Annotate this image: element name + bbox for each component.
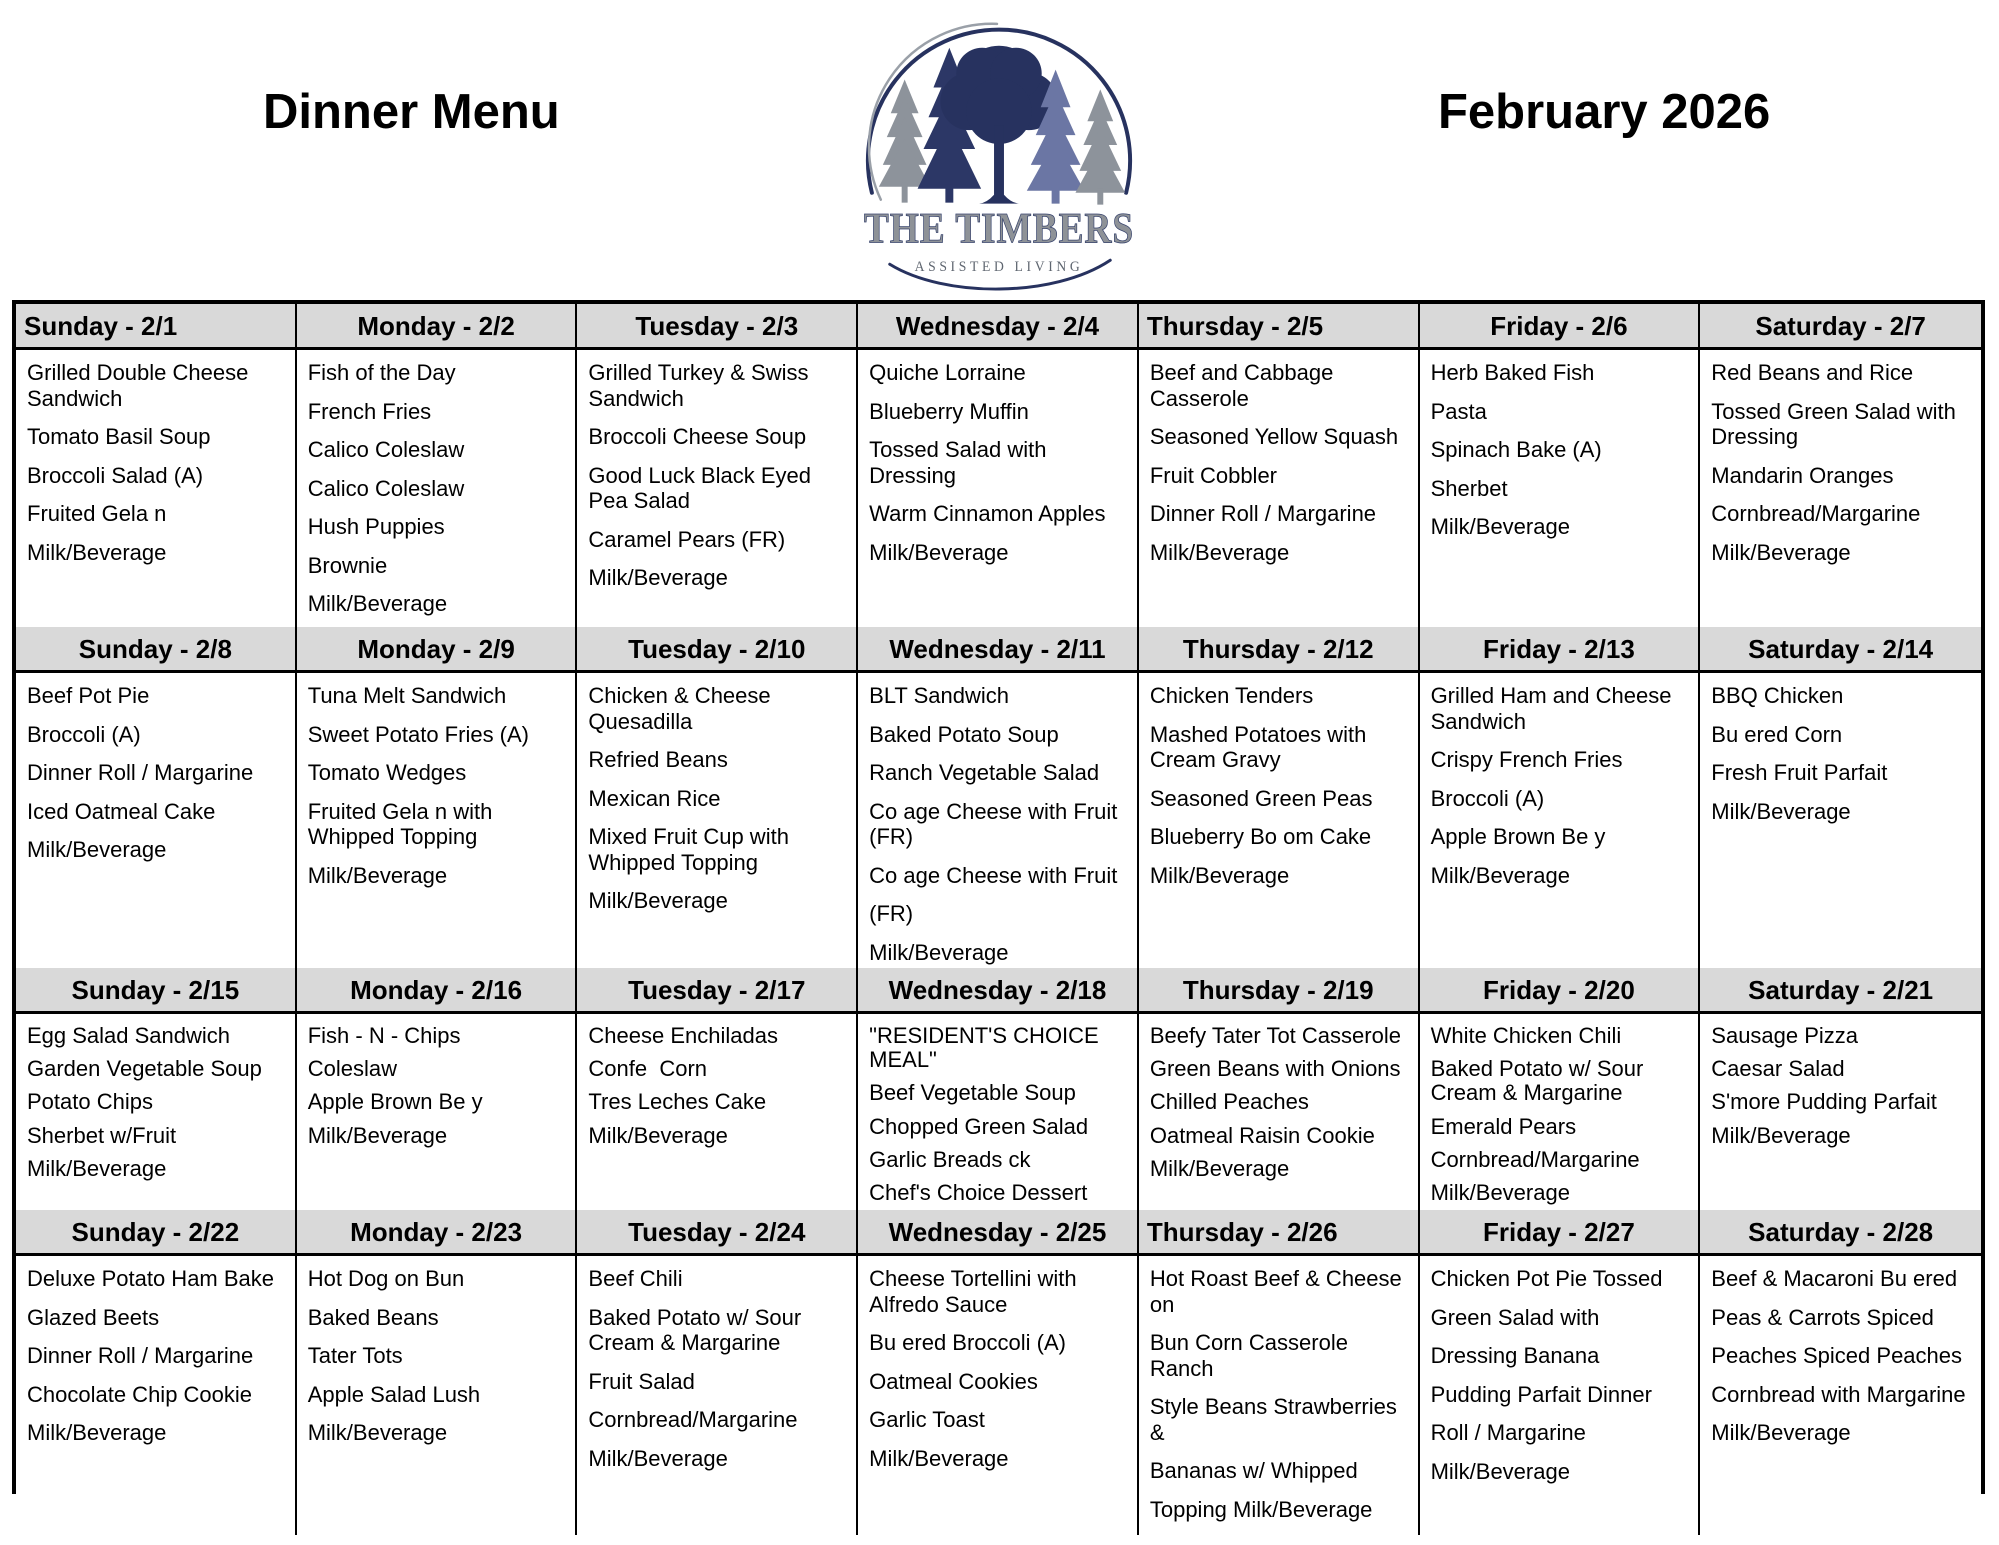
day-header: Tuesday - 2/10 [577,627,858,670]
day-cell [1700,1014,1981,1214]
menu-item: Crispy French Fries [1430,747,1623,773]
menu-item: Garden Vegetable Soup [27,1056,262,1082]
menu-item: Beef Chili [588,1266,683,1291]
menu-item: Calico Coleslaw [307,475,465,501]
menu-item: (FR) [869,901,914,927]
menu-item: Milk/Beverage [307,1122,448,1148]
menu-item: Grilled Ham and Cheese Sandwich [1430,683,1678,734]
menu-item: Peaches Spiced Peaches [1711,1343,1963,1369]
menu-item: Tossed Salad with Dressing [869,437,1053,488]
day-header: Tuesday - 2/17 [577,968,858,1011]
menu-item: Refried Beans [588,747,728,773]
menu-item: Bu ered Broccoli (A) [869,1330,1066,1356]
menu-item: Garlic Breads ck [869,1146,1031,1172]
logo-wordmark: THE TIMBERS [863,204,1135,253]
menu-item: Milk/Beverage [1711,539,1851,565]
menu-item: Caesar Salad [1711,1056,1845,1082]
menu-item: Tuna Melt Sandwich [307,683,507,708]
menu-item: Roll / Margarine [1430,1420,1586,1446]
menu-item: Dinner Roll / Margarine [27,1343,254,1369]
menu-item: Milk/Beverage [1711,1122,1851,1148]
menu-item: Potato Chips [27,1089,153,1115]
day-cell [577,350,858,630]
menu-item: Fish - N - Chips [307,1023,461,1048]
menu-item: Garlic Toast [869,1407,985,1433]
menu-item: Milk/Beverage [588,1122,728,1148]
menu-item: Beefy Tater Tot Casserole [1149,1023,1401,1048]
day-header: Wednesday - 2/25 [858,1210,1139,1253]
menu-item: Herb Baked Fish [1430,360,1595,385]
menu-item: Chopped Green Salad [869,1113,1089,1139]
day-header: Wednesday - 2/18 [858,968,1139,1011]
menu-item: Coleslaw [307,1056,397,1082]
day-cell [577,1256,858,1535]
menu-item: Cornbread/Margarine [1711,501,1921,527]
menu-item: Deluxe Potato Ham Bake [27,1266,275,1291]
menu-item: Milk/Beverage [1430,1458,1570,1484]
menu-item: Milk/Beverage [1430,1179,1570,1205]
day-header: Monday - 2/16 [297,968,578,1011]
menu-item: Tres Leches Cake [588,1089,767,1115]
day-header: Thursday - 2/5 [1139,304,1420,347]
menu-item: BLT Sandwich [869,683,1009,708]
menu-item: Beef Pot Pie [27,683,150,708]
menu-item: Baked Potato Soup [869,721,1059,747]
menu-item: Bananas w/ Whipped [1149,1458,1358,1484]
menu-item: Fruit Salad [588,1368,695,1394]
menu-item: Baked Potato w/ Sour Cream & Margarine [1430,1056,1650,1106]
menu-item: Fresh Fruit Parfait [1711,760,1888,786]
menu-item: Milk/Beverage [588,888,728,914]
menu-item: Baked Potato w/ Sour Cream & Margarine [588,1304,808,1356]
menu-item: Tossed Green Salad with Dressing [1711,398,1962,450]
menu-item: Broccoli Salad (A) [27,462,204,488]
menu-item: Confe Corn [588,1056,708,1082]
day-cell [858,1014,1139,1214]
menu-item: Chicken Pot Pie Tossed [1430,1266,1663,1291]
month-title: February 2026 [1438,85,1771,139]
menu-item: Chicken Tenders [1149,683,1314,708]
logo-tagline: ASSISTED LIVING [914,259,1084,276]
day-cell [297,1256,578,1535]
day-header: Wednesday - 2/4 [858,304,1139,347]
menu-item: Chicken & Cheese Quesadilla [588,683,777,734]
day-cell [858,673,1139,978]
menu-item: Fruited Gela n with Whipped Topping [307,798,499,850]
day-cell [577,673,858,978]
timbers-logo [848,8,1150,296]
day-cell [16,350,297,630]
menu-item: Milk/Beverage [27,1420,167,1446]
menu-item: Cornbread with Margarine [1711,1381,1966,1407]
menu-item: Fish of the Day [307,360,456,385]
day-cell [858,1256,1139,1535]
menu-item: Tater Tots [307,1343,403,1369]
menu-item: Good Luck Black Eyed Pea Salad [588,462,818,514]
menu-item: Milk/Beverage [307,862,448,888]
menu-item: Cornbread/Margarine [1430,1146,1640,1172]
menu-item: Oatmeal Cookies [869,1368,1038,1394]
day-cell [297,1014,578,1214]
menu-item: Egg Salad Sandwich [27,1023,231,1048]
menu-item: Grilled Double Cheese Sandwich [27,360,255,411]
menu-item: Tomato Wedges [307,760,467,786]
day-header: Sunday - 2/8 [16,627,297,670]
menu-item: Milk/Beverage [27,1155,167,1181]
menu-item: Apple Brown Be y [307,1089,483,1115]
day-header: Saturday - 2/21 [1700,968,1981,1011]
day-cell [1139,1014,1420,1214]
day-header: Saturday - 2/7 [1700,304,1981,347]
menu-item: Spinach Bake (A) [1430,437,1602,463]
menu-item: Peas & Carrots Spiced [1711,1304,1934,1330]
menu-item: Green Beans with Onions [1149,1056,1401,1082]
menu-item: Milk/Beverage [869,539,1009,565]
day-cell [577,1014,858,1214]
day-header: Monday - 2/23 [297,1210,578,1253]
menu-item: Blueberry Muffin [869,398,1029,424]
menu-item: Emerald Pears [1430,1113,1577,1139]
menu-item: Style Beans Strawberries & [1149,1394,1403,1445]
menu-item: Ranch Vegetable Salad [869,760,1100,786]
menu-item: French Fries [307,398,432,424]
menu-item: Beef Vegetable Soup [869,1080,1076,1106]
day-header: Saturday - 2/28 [1700,1210,1981,1253]
menu-item: Broccoli Cheese Soup [588,424,807,450]
day-cell [16,1014,297,1214]
menu-item: Green Salad with [1430,1304,1600,1330]
day-cell [1420,350,1701,630]
day-cell [1420,1014,1701,1214]
menu-item: Pudding Parfait Dinner [1430,1381,1652,1407]
menu-item: Cheese Tortellini with Alfredo Sauce [869,1266,1082,1317]
menu-item: Fruited Gela n [27,501,167,527]
day-cell [858,350,1139,630]
menu-item: Grilled Turkey & Swiss Sandwich [588,360,815,411]
menu-item: Beef and Cabbage Casserole [1149,360,1340,411]
day-header: Sunday - 2/1 [16,304,297,347]
menu-item: Oatmeal Raisin Cookie [1149,1122,1375,1148]
day-cell [297,350,578,630]
menu-item: Beef & Macaroni Bu ered [1711,1266,1958,1291]
day-cell [16,673,297,978]
menu-item: S'more Pudding Parfait [1711,1089,1937,1115]
menu-item: Apple Brown Be y [1430,824,1606,850]
menu-item: Sweet Potato Fries (A) [307,721,530,747]
day-cell [1139,1256,1420,1535]
menu-item: Brownie [307,552,388,578]
menu-item: Milk/Beverage [1430,862,1570,888]
day-cell [16,1256,297,1535]
day-cell [297,673,578,978]
menu-calendar [12,300,1985,1522]
menu-item: Milk/Beverage [1430,514,1570,540]
day-cell [1700,1256,1981,1535]
day-header: Thursday - 2/19 [1139,968,1420,1011]
menu-item: Iced Oatmeal Cake [27,798,216,824]
menu-item: Hot Roast Beef & Cheese on [1149,1266,1408,1317]
menu-item: Topping Milk/Beverage [1149,1496,1373,1522]
menu-item: Milk/Beverage [1149,1155,1290,1181]
menu-item: Glazed Beets [27,1304,160,1330]
menu-item: Fruit Cobbler [1149,462,1277,488]
menu-item: Pasta [1430,398,1487,424]
menu-item: Sherbet [1430,475,1508,501]
day-cell [1700,673,1981,978]
menu-item: Milk/Beverage [27,539,167,565]
menu-item: Mexican Rice [588,785,721,811]
day-header: Friday - 2/13 [1420,627,1701,670]
menu-item: Cheese Enchiladas [588,1023,778,1048]
day-header: Monday - 2/2 [297,304,578,347]
menu-item: Milk/Beverage [588,1445,728,1471]
menu-item: Baked Beans [307,1304,439,1330]
menu-item: Milk/Beverage [307,1420,448,1446]
menu-item: Seasoned Yellow Squash [1149,424,1399,450]
day-header: Tuesday - 2/3 [577,304,858,347]
menu-item: Sausage Pizza [1711,1023,1859,1048]
menu-item: Quiche Lorraine [869,360,1026,385]
day-header: Wednesday - 2/11 [858,627,1139,670]
menu-item: Bun Corn Casserole Ranch [1149,1330,1355,1381]
menu-item: Mashed Potatoes with Cream Gravy [1149,721,1373,773]
menu-item: Dinner Roll / Margarine [1149,501,1377,527]
day-header: Sunday - 2/15 [16,968,297,1011]
menu-item: Milk/Beverage [307,591,448,617]
menu-item: Dinner Roll / Margarine [27,760,254,786]
day-cell [1139,350,1420,630]
menu-item: Warm Cinnamon Apples [869,501,1106,527]
menu-item: Tomato Basil Soup [27,424,211,450]
menu-item: Bu ered Corn [1711,721,1843,747]
menu-item: Chilled Peaches [1149,1089,1309,1115]
menu-item: Caramel Pears (FR) [588,526,786,552]
menu-item: Apple Salad Lush [307,1381,481,1407]
day-cell [1139,673,1420,978]
day-header: Tuesday - 2/24 [577,1210,858,1253]
menu-item: Milk/Beverage [1711,798,1851,824]
menu-item: BBQ Chicken [1711,683,1844,708]
menu-item: Milk/Beverage [588,565,728,591]
menu-item: Dressing Banana [1430,1343,1600,1369]
menu-item: Seasoned Green Peas [1149,785,1373,811]
day-header: Saturday - 2/14 [1700,627,1981,670]
menu-item: Calico Coleslaw [307,437,465,463]
menu-item: Milk/Beverage [27,837,167,863]
day-header: Friday - 2/20 [1420,968,1701,1011]
menu-item: Red Beans and Rice [1711,360,1914,385]
menu-item: Milk/Beverage [869,1445,1009,1471]
menu-item: Sherbet w/Fruit [27,1122,177,1148]
menu-item: Chef's Choice Dessert [869,1179,1088,1205]
day-header: Monday - 2/9 [297,627,578,670]
menu-item: Blueberry Bo om Cake [1149,824,1372,850]
day-header: Sunday - 2/22 [16,1210,297,1253]
page-title: Dinner Menu [263,85,560,139]
menu-item: Milk/Beverage [1711,1420,1851,1446]
menu-item: "RESIDENT'S CHOICE MEAL" [869,1023,1105,1073]
menu-item: Broccoli (A) [1430,785,1545,811]
menu-item: White Chicken Chili [1430,1023,1622,1048]
menu-item: Chocolate Chip Cookie [27,1381,253,1407]
day-cell [1700,350,1981,630]
menu-item: Cornbread/Margarine [588,1407,798,1433]
menu-item: Mandarin Oranges [1711,462,1894,488]
pine-trees-logo-icon [848,8,1150,296]
day-cell [1420,673,1701,978]
day-header: Friday - 2/27 [1420,1210,1701,1253]
menu-item: Milk/Beverage [1149,539,1290,565]
day-header: Thursday - 2/26 [1139,1210,1420,1253]
menu-item: Broccoli (A) [27,721,141,747]
day-header: Friday - 2/6 [1420,304,1701,347]
menu-item: Co age Cheese with Fruit [869,862,1118,888]
menu-item: Milk/Beverage [869,939,1009,965]
day-header: Thursday - 2/12 [1139,627,1420,670]
menu-item: Hush Puppies [307,514,445,540]
menu-item: Mixed Fruit Cup with Whipped Topping [588,824,796,875]
menu-item: Co age Cheese with Fruit (FR) [869,798,1124,850]
menu-item: Milk/Beverage [1149,862,1290,888]
menu-item: Hot Dog on Bun [307,1266,465,1291]
day-cell [1420,1256,1701,1535]
